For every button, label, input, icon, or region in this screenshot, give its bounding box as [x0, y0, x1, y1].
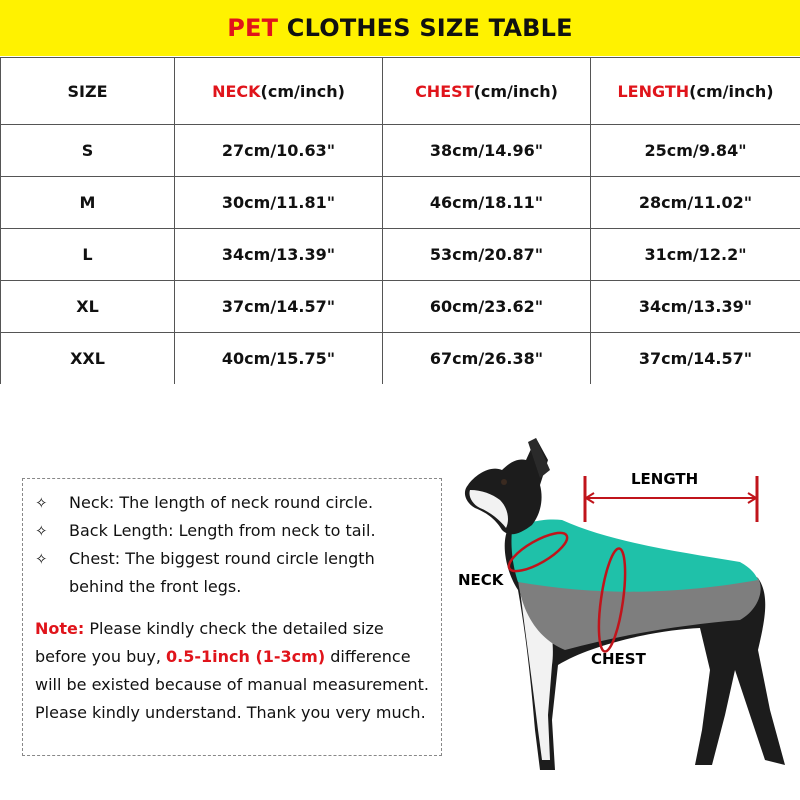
cell-neck: 37cm/14.57" — [175, 281, 383, 333]
chest-label: CHEST — [591, 650, 646, 668]
dog-coat-top — [511, 519, 758, 591]
cell-chest: 67cm/26.38" — [383, 333, 591, 385]
note-bullet-chest: ✧ Chest: The biggest round circle length behind the front legs. — [35, 545, 429, 601]
page-title — [0, 0, 800, 56]
header-chest: CHEST(cm/inch) — [383, 58, 591, 125]
table-row — [1, 333, 800, 385]
note-bullet-neck: ✧ Neck: The length of neck round circle. — [35, 489, 429, 517]
measurement-notes — [22, 478, 442, 756]
cell-size: XXL — [1, 333, 175, 385]
sparkle-icon: ✧ — [35, 550, 48, 568]
header-neck: NECK(cm/inch) — [175, 58, 383, 125]
cell-length: 31cm/12.2" — [591, 229, 800, 281]
sparkle-icon: ✧ — [35, 522, 48, 540]
cell-size: M — [1, 177, 175, 229]
table-header-row — [1, 58, 800, 125]
table-row — [1, 229, 800, 281]
cell-neck: 40cm/15.75" — [175, 333, 383, 385]
cell-chest: 46cm/18.11" — [383, 177, 591, 229]
cell-size: L — [1, 229, 175, 281]
cell-neck: 34cm/13.39" — [175, 229, 383, 281]
header-length: LENGTH(cm/inch) — [591, 58, 800, 125]
sparkle-icon: ✧ — [35, 494, 48, 512]
table-row — [1, 177, 800, 229]
cell-chest: 53cm/20.87" — [383, 229, 591, 281]
dog-eye — [501, 479, 507, 485]
cell-length: 34cm/13.39" — [591, 281, 800, 333]
cell-length: 37cm/14.57" — [591, 333, 800, 385]
cell-chest: 60cm/23.62" — [383, 281, 591, 333]
cell-size: S — [1, 125, 175, 177]
cell-chest: 38cm/14.96" — [383, 125, 591, 177]
length-label: LENGTH — [631, 470, 699, 488]
cell-neck: 30cm/11.81" — [175, 177, 383, 229]
table-row — [1, 281, 800, 333]
size-table — [0, 57, 800, 384]
title-text: CLOTHES SIZE TABLE — [278, 14, 573, 42]
cell-neck: 27cm/10.63" — [175, 125, 383, 177]
neck-label: NECK — [458, 571, 504, 589]
cell-length: 25cm/9.84" — [591, 125, 800, 177]
header-size: SIZE — [1, 58, 175, 125]
note-bullet-back-length: ✧ Back Length: Length from neck to tail. — [35, 517, 429, 545]
dog-measurement-diagram — [440, 430, 800, 790]
title-accent: PET — [227, 14, 279, 42]
note-paragraph: Note: Please kindly check the detailed size before you buy, 0.5-1inch (1-3cm) difference will be existed because of manual measurement. Please kindly understand. Thank you very much. — [35, 619, 429, 722]
table-row — [1, 125, 800, 177]
cell-length: 28cm/11.02" — [591, 177, 800, 229]
cell-size: XL — [1, 281, 175, 333]
